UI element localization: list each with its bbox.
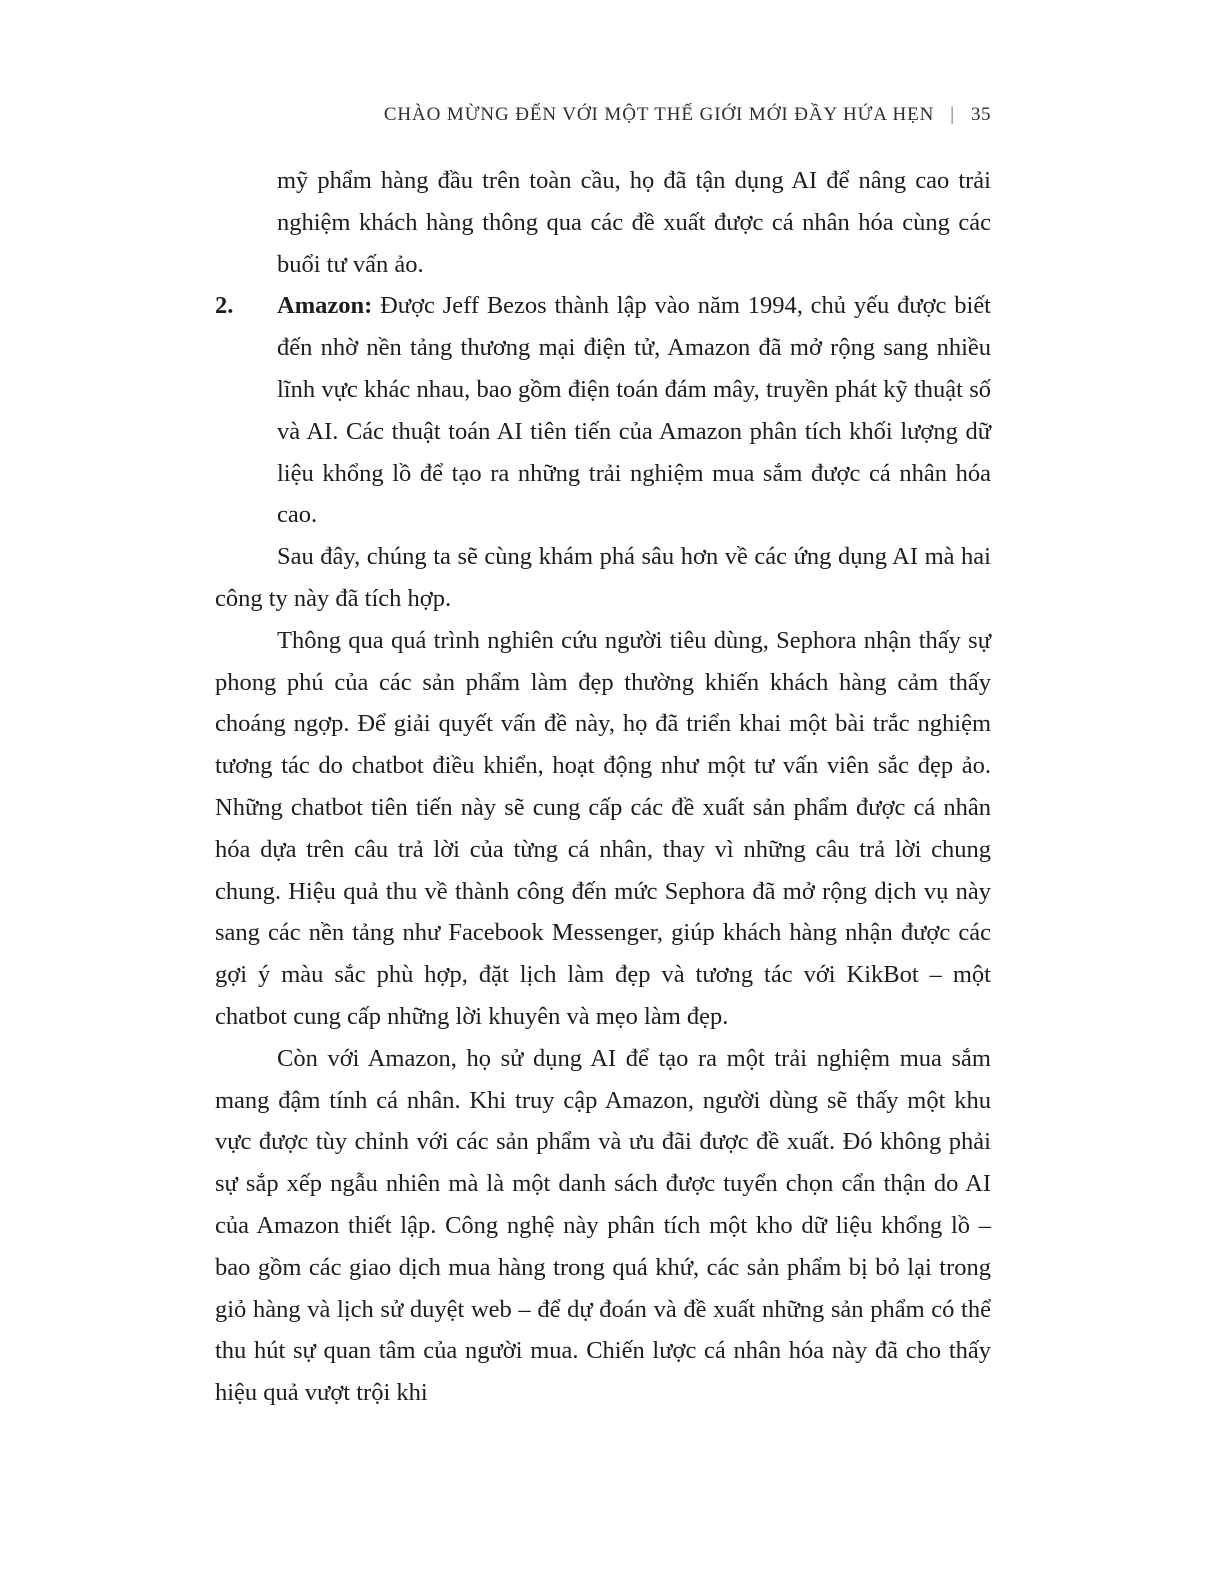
running-head-title: CHÀO MỪNG ĐẾN VỚI MỘT THẾ GIỚI MỚI ĐẦY HỨA HẸN: [383, 104, 935, 125]
paragraph-item1-continuation: mỹ phẩm hàng đầu trên toàn cầu, họ đã tận dụng AI để nâng cao trải nghiệm khách hàng thông qua các đề xuất được cá nhân hóa cùng các buổi tư vấn ảo.: [277, 167, 991, 278]
paragraph-amazon: Còn với Amazon, họ sử dụng AI để tạo ra một trải nghiệm mua sắm mang đậm tính cá nhân. Khi truy cập Amazon, người dùng sẽ thấy một khu vực được tùy chỉnh với các sản phẩm và ưu đãi được đề xuất. Đó không phải sự sắp xếp ngẫu nhiên mà là một danh sách được tuyển chọn cẩn thận do AI của Amazon thiết lập. Công nghệ này phân tích một kho dữ liệu khổng lồ – bao gồm các giao dịch mua hàng trong quá khứ, các sản phẩm bị bỏ lại trong giỏ hàng và lịch sử duyệt web – để dự đoán và đề xuất những sản phẩm có thể thu hút sự quan tâm của người mua. Chiến lược cá nhân hóa này đã cho thấy hiệu quả vượt trội khi: [215, 1044, 991, 1407]
list-item-text: [277, 285, 991, 536]
paragraph-sephora: Thông qua quá trình nghiên cứu người tiêu dùng, Sephora nhận thấy sự phong phú của các sản phẩm làm đẹp thường khiến khách hàng cảm thấy choáng ngợp. Để giải quyết vấn đề này, họ đã triển khai một bài trắc nghiệm tương tác do chatbot điều khiển, hoạt động như một tư vấn viên sắc đẹp ảo. Những chatbot tiên tiến này sẽ cung cấp các đề xuất sản phẩm được cá nhân hóa dựa trên câu trả lời của từng cá nhân, thay vì những câu trả lời chung chung. Hiệu quả thu về thành công đến mức Sephora đã mở rộng dịch vụ này sang các nền tảng như Facebook Messenger, giúp khách hàng nhận được các gợi ý màu sắc phù hợp, đặt lịch làm đẹp và tương tác với KikBot – một chatbot cung cấp những lời khuyên và mẹo làm đẹp.: [215, 626, 991, 1030]
header-separator: |: [950, 104, 955, 125]
page-body: [215, 160, 991, 1414]
paragraph-intro: Sau đây, chúng ta sẽ cùng khám phá sâu hơn về các ứng dụng AI mà hai công ty này đã tích hợp.: [215, 543, 991, 612]
list-item-body-text: Được Jeff Bezos thành lập vào năm 1994, chủ yếu được biết đến nhờ nền tảng thương mại điện tử, Amazon đã mở rộng sang nhiều lĩnh vực khác nhau, bao gồm điện toán đám mây, truyền phát kỹ thuật số và AI. Các thuật toán AI tiên tiến của Amazon phân tích khối lượng dữ liệu khổng lồ để tạo ra những trải nghiệm mua sắm được cá nhân hóa cao.: [277, 292, 991, 529]
list-item-amazon: [215, 285, 991, 536]
page-number: 35: [971, 104, 991, 125]
list-item-number: 2.: [215, 292, 234, 320]
page-header: [215, 104, 991, 126]
list-item-label: Amazon:: [277, 292, 373, 320]
